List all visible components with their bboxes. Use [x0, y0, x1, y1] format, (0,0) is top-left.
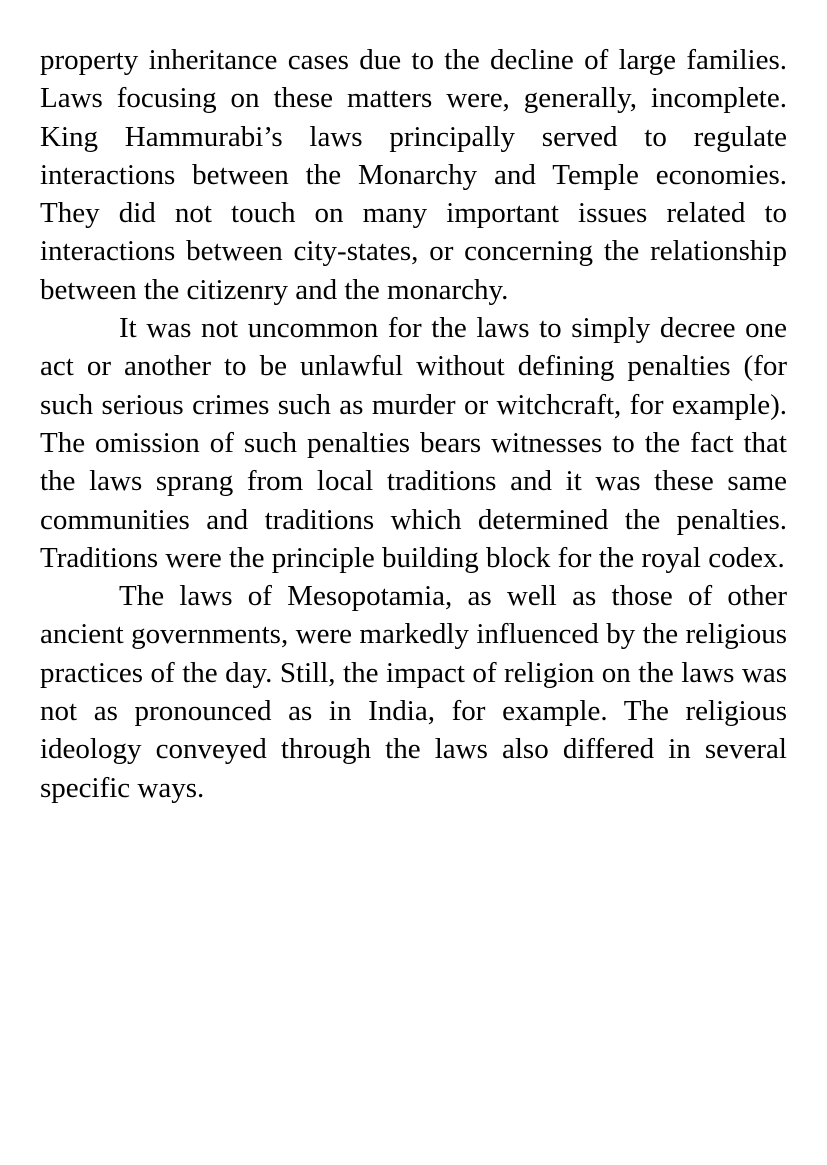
paragraph-penalties: It was not uncommon for the laws to simply decree one act or another to be unlawful without defining penalties (for such serious crimes such as murder or witchcraft, for example). The omission of such penalties bears witnesses to the fact that the laws sprang from local traditions and it was these same communities and traditions which determined the penalties. Traditions were the principle building block for the royal codex. [40, 312, 787, 574]
paragraph-religion: The laws of Mesopotamia, as well as those of other ancient governments, were markedly influenced by the religious practices of the day. Still, the impact of religion on the laws was not as pronounced as in India, for example. The religious ideology conveyed through the laws also differed in several specific ways. [40, 580, 787, 804]
document-page [40, 41, 787, 807]
paragraph-continued: property inheritance cases due to the decline of large families. Laws focusing on these matters were, generally, incomplete. King Hammurabi’s laws principally served to regulate interactions between the Monarchy and Temple economies. They did not touch on many important issues related to interactions between city-states, or concerning the relationship between the citizenry and the monarchy. [40, 44, 787, 306]
